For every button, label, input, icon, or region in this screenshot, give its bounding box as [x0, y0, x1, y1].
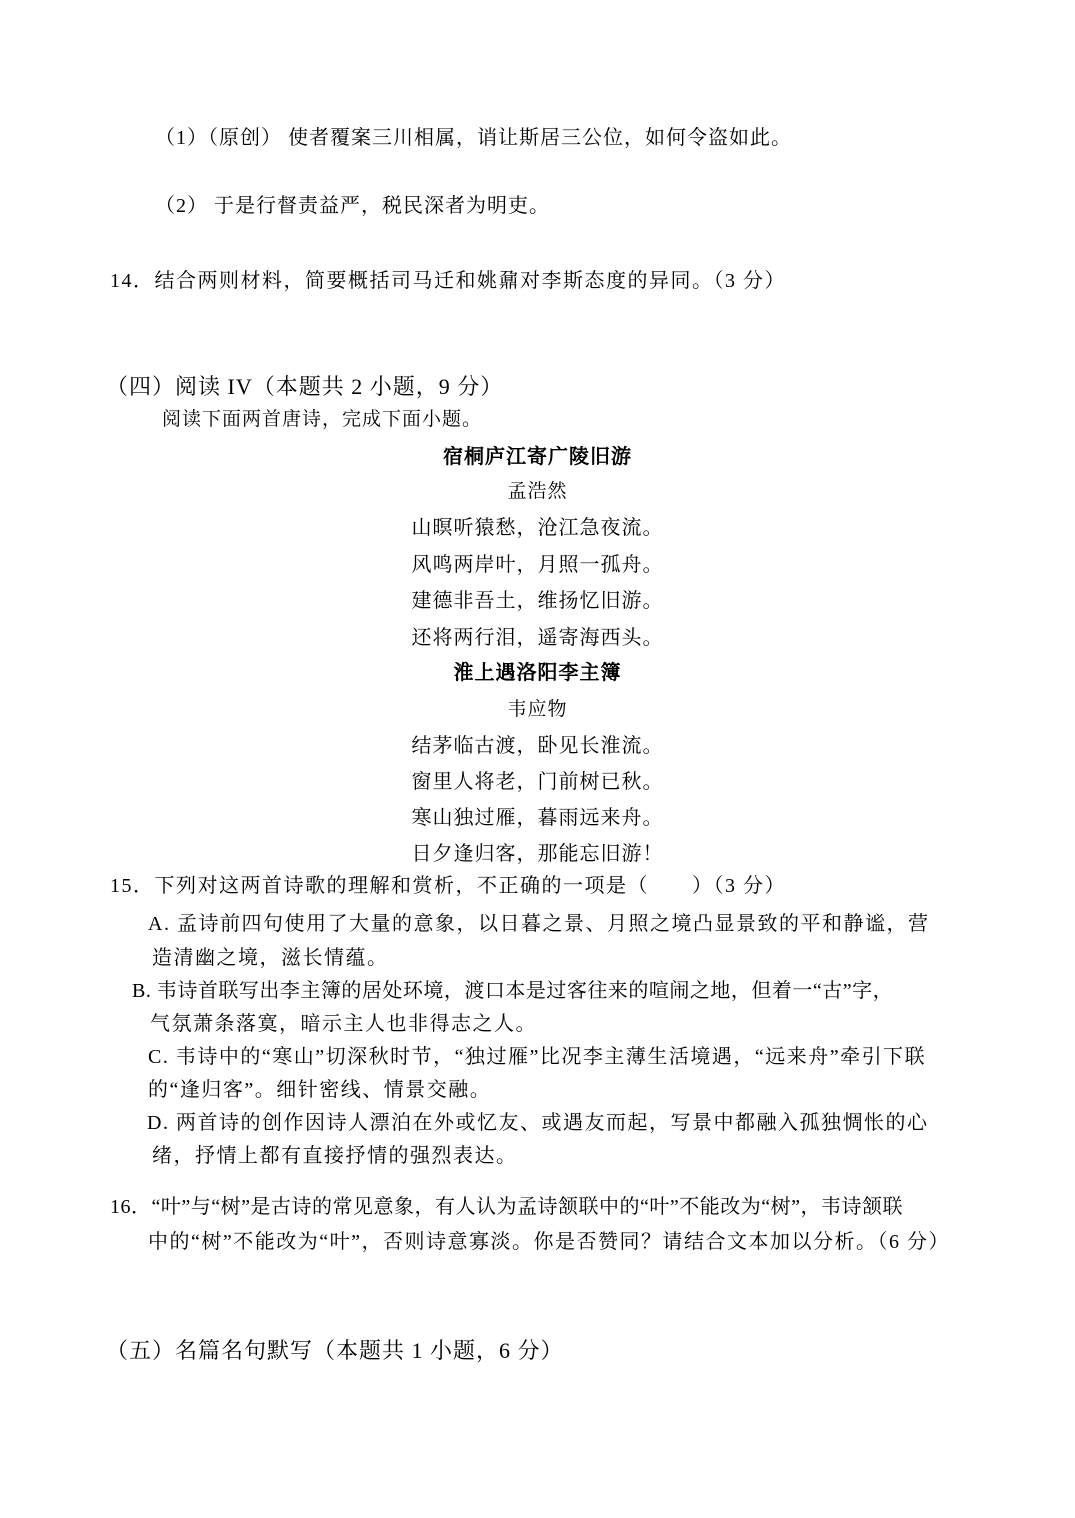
question-14: 14．结合两则材料，简要概括司马迁和姚鼐对李斯态度的异同。（3 分）	[110, 270, 786, 292]
question-15-stem: 15．下列对这两首诗歌的理解和赏析，不正确的一项是（ ）（3 分）	[110, 875, 786, 897]
translation-line-1: （1）（原创） 使者覆案三川相属，诮让斯居三公位，如何令盗如此。	[155, 127, 792, 149]
poem-1-line-3: 建德非吾土，维扬忆旧游。	[411, 590, 664, 612]
poem-2-line-1: 结茅临古渡，卧见长淮流。	[411, 735, 664, 757]
question-15-option-c-line-1: C. 韦诗中的“寒山”切深秋时节，“独过雁”比况李主薄生活境遇，“远来舟”牵引下联	[148, 1046, 927, 1068]
poem-1-title: 宿桐庐江寄广陵旧游	[443, 446, 632, 468]
question-15-option-c-line-2: 的“逢归客”。细针密线、情景交融。	[148, 1079, 492, 1101]
poem-2-line-3: 寒山独过雁，暮雨远来舟。	[411, 807, 664, 829]
poem-1-line-4: 还将两行泪，遥寄海西头。	[411, 627, 664, 649]
translation-line-2: （2） 于是行督责益严，税民深者为明吏。	[155, 195, 550, 217]
question-15-option-b-line-2: 气氛萧条落寞，暗示主人也非得志之人。	[150, 1013, 537, 1035]
question-15-option-b-line-1: B. 韦诗首联写出李主簿的居处环境，渡口本是过客往来的喧闹之地，但着一“古”字，	[132, 980, 894, 1002]
poem-2-line-2: 窗里人将老，门前树已秋。	[411, 771, 664, 793]
poem-2-line-4: 日夕逢归客，那能忘旧游！	[411, 843, 664, 865]
question-15-option-d-line-2: 绪，抒情上都有直接抒情的强烈表达。	[152, 1145, 518, 1167]
poem-2-title: 淮上遇洛阳李主簿	[453, 662, 622, 684]
question-15-option-d-line-1: D. 两首诗的创作因诗人漂泊在外或忆友、或遇友而起，写景中都融入孤独惆怅的心	[147, 1112, 929, 1134]
question-16-line-2: 中的“树”不能改为“叶”，否则诗意寡淡。你是否赞同？请结合文本加以分析。（6 分）	[148, 1231, 951, 1253]
question-15-option-a-line-2: 造清幽之境，滋长情蕴。	[152, 947, 389, 969]
poem-2-author: 韦应物	[507, 699, 568, 720]
question-16-line-1: 16．“叶”与“树”是古诗的常见意象，有人认为孟诗颔联中的“叶”不能改为“树”，韦诗颔联	[110, 1196, 904, 1218]
poem-1-author: 孟浩然	[507, 481, 568, 502]
question-15-option-a-line-1: A. 孟诗前四句使用了大量的意象，以日暮之景、月照之境凸显景致的平和静谧，营	[148, 913, 930, 935]
poem-1-line-2: 风鸣两岸叶，月照一孤舟。	[411, 554, 664, 576]
section-5-heading: （五）名篇名句默写（本题共 1 小题，6 分）	[106, 1338, 564, 1363]
reading-instruction: 阅读下面两首唐诗，完成下面小题。	[162, 409, 483, 430]
section-4-heading: （四）阅读 IV（本题共 2 小题，9 分）	[106, 374, 504, 399]
poem-1-line-1: 山暝听猿愁，沧江急夜流。	[411, 517, 664, 539]
